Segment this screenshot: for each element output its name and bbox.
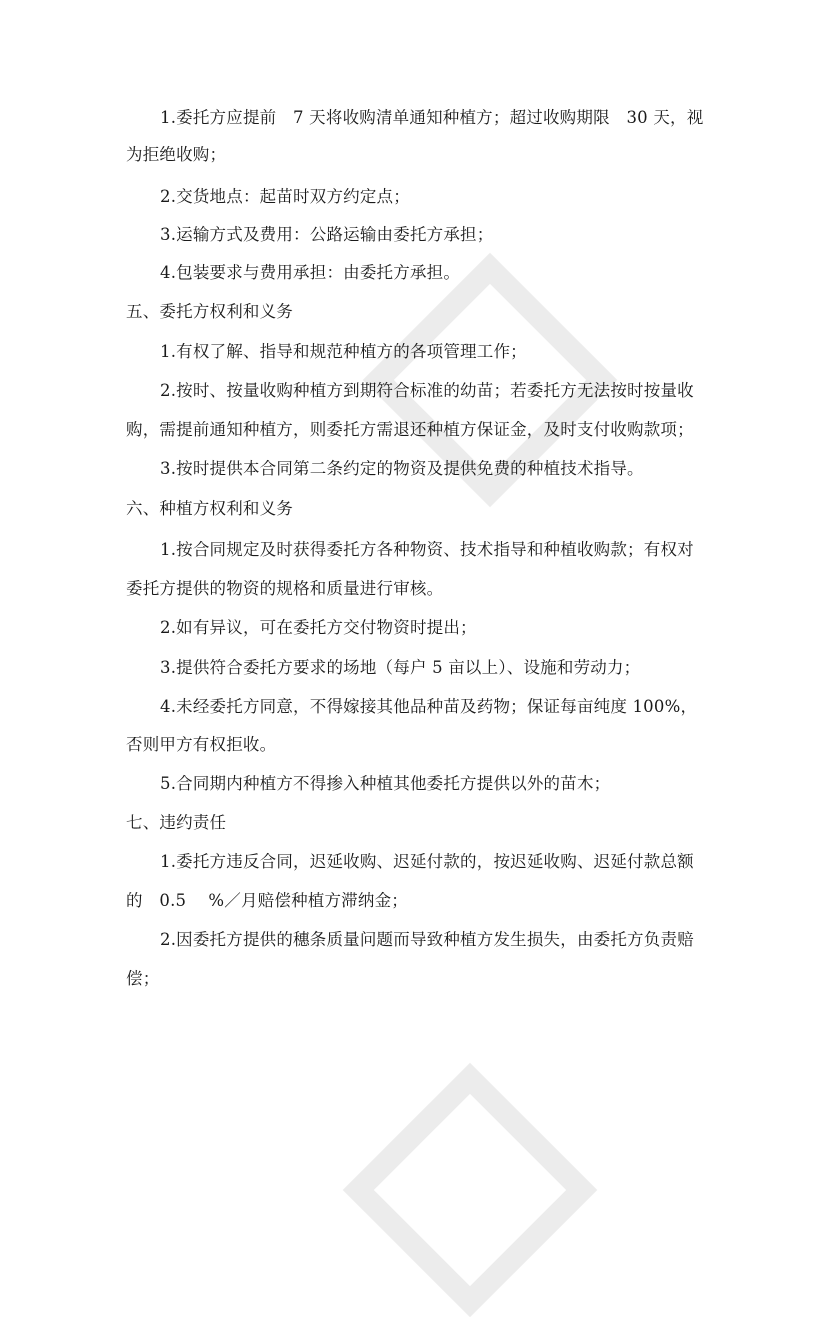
text-line: 否则甲方有权拒收。: [126, 735, 277, 754]
text-line: 1.有权了解、指导和规范种植方的各项管理工作；: [160, 342, 527, 361]
text-line: 2.如有异议，可在委托方交付物资时提出；: [160, 618, 477, 637]
text-line: 1.按合同规定及时获得委托方各种物资、技术指导和种植收购款；有权对: [160, 540, 694, 559]
text-line: 1.委托方应提前 7 天将收购清单通知种植方；超过收购期限 30 天，视: [160, 108, 704, 127]
text-line: 六、种植方权利和义务: [126, 499, 293, 518]
text-line: 2.因委托方提供的穗条质量问题而导致种植方发生损失，由委托方负责赔: [160, 930, 694, 949]
watermark-logo: [380, 1100, 560, 1280]
text-line: 4.未经委托方同意，不得嫁接其他品种苗及药物；保证每亩纯度 100%，: [160, 697, 698, 716]
text-line: 七、违约责任: [126, 813, 227, 832]
text-line: 购，需提前通知种植方，则委托方需退还种植方保证金，及时支付收购款项；: [126, 420, 694, 439]
text-line: 5.合同期内种植方不得掺入种植其他委托方提供以外的苗木；: [160, 774, 611, 793]
text-line: 3.运输方式及费用：公路运输由委托方承担；: [160, 225, 494, 244]
text-line: 委托方提供的物资的规格和质量进行审核。: [126, 579, 444, 598]
text-line: 偿；: [126, 969, 160, 988]
text-line: 2.按时、按量收购种植方到期符合标准的幼苗；若委托方无法按时按量收: [160, 381, 694, 400]
text-line: 五、委托方权利和义务: [126, 302, 293, 321]
text-line: 为拒绝收购；: [126, 145, 227, 164]
text-line: 3.提供符合委托方要求的场地（每户 5 亩以上）、设施和劳动力；: [160, 658, 641, 677]
text-line: 2.交货地点：起苗时双方约定点；: [160, 187, 410, 206]
text-line: 4.包装要求与费用承担：由委托方承担。: [160, 263, 461, 282]
text-line: 1.委托方违反合同，迟延收购、迟延付款的，按迟延收购、迟延付款总额: [160, 852, 694, 871]
text-line: 的 0.5 %／月赔偿种植方滞纳金；: [126, 891, 408, 910]
text-line: 3.按时提供本合同第二条约定的物资及提供免费的种植技术指导。: [160, 459, 644, 478]
